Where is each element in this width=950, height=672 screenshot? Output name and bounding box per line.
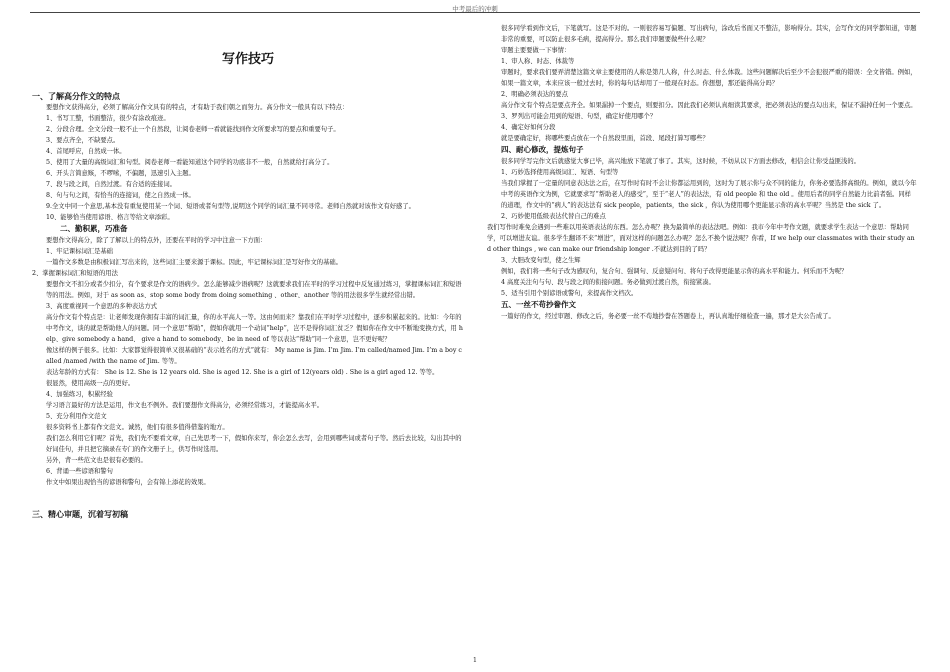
paragraph: 2、分段合理。全文分段一般不止一个自然段，让阅卷老师一看就能找到作文所要求写的要点和重要句子。 <box>46 126 340 133</box>
section-heading: 一、了解高分作文的特点 <box>32 91 120 101</box>
paragraph: 很多同学写完作文后就感觉大事已毕，高兴地放下笔就了事了。其实，这时候，不妨从以下方面去修改，相信会让你受益匪浅的。 <box>501 158 860 165</box>
paragraph: 4、确定好如何分段 <box>501 124 556 131</box>
paragraph: 一篇作文多数是由积极词汇写出来的，这些词汇主要来源于课标。因此，牢记课标词汇是写好作文的基础。 <box>46 259 342 266</box>
section-heading: 三、精心审题，沉着写初稿 <box>32 509 128 519</box>
paragraph: 像这样的例子很多。比如：大家都觉得很简单又很基础的“表示姓名的方式”就有： My name is Jim. I’m Jim. I’m called/named Jim. I’m a boy called /named /with the name of Jim. 等等。 <box>46 347 462 365</box>
paragraph: 5、使用了大量的高级词汇和句型。阅卷老师一看能知道这个同学的功底非不一般，自然就给打高分了。 <box>46 159 334 166</box>
paragraph: 审题主要要做一下事情： <box>501 47 571 54</box>
paragraph: 我们怎么利用它们呢？首先，我们先不要看文章，自己先思考一下，假如你来写，你会怎么去写，会用到哪些词或者句子等。然后去比较，勾出其中的好词佳句，并且把它摘录在专门的作文册子上，供写作时选用。 <box>46 435 462 453</box>
page-number: 1 <box>472 656 478 664</box>
paragraph: 2、掌握课标词汇和短语的用法 <box>32 270 118 277</box>
paragraph: 表达年龄的方式有： She is 12. She is 12 years old. She is aged 12. She is a girl of 12(years old) . She is a girl aged 12. 等等。 <box>46 369 439 376</box>
paragraph: 1、书写工整，书面整洁，很少有涂改痕迹。 <box>46 115 170 122</box>
paragraph: 3、高度重视同一个意思的多种表达方式 <box>46 303 158 310</box>
paragraph: 3、要点齐全，不缺要点。 <box>46 137 120 144</box>
paragraph: 我们写作时难免会遇到一些难以用英语表达的东西。怎么办呢？换为最简单的表达法吧。例如：我市今年中考作文题，就要求学生表达一个意思：帮助同学，可以增进友谊。很多学生翻译不来“增进”，面对这样的问题怎么办呢？怎么不换个说法呢？你看，If we help our classmates with their study and other things , we can make our friendship longer .不就达到目的了吗？ <box>487 224 915 253</box>
subsection-heading: 五、一丝不苟抄誊作文 <box>501 300 576 309</box>
paragraph: 10、能够恰当使用谚语、格言等给文章添彩。 <box>46 214 174 221</box>
paragraph: 学习语言最好的方法是运用，作文也不例外。我们要想作文得高分，必须经常练习，才能提高水平。 <box>46 402 324 409</box>
document-title: 写作技巧 <box>221 52 274 67</box>
paragraph: 2、明确必须表达的要点 <box>501 91 568 98</box>
left-column-body <box>32 90 464 520</box>
paragraph: 5、充分利用作文范文 <box>46 413 107 420</box>
right-column <box>487 23 917 322</box>
right-column-body <box>487 23 917 322</box>
paragraph: 高分作文有个特点是：让老师发现你拥有丰富的词汇量，你的水平高人一等。这由何而来？靠我们在平时学习过程中，逐步积累起来的。比如：今年的中考作文，谈的就是帮助他人的问题。同一个意思“帮助”，假如你就用一个动词“help”，岂不是得你词汇贫乏？假如你在作文中不断地变换方式，用 help、give somebody a hand、 give a hand to somebody、be in need of 等以表达“帮助”同一个意思，岂不更好呢？ <box>46 314 463 343</box>
paragraph: 很显然，使用高级一点的更好。 <box>46 380 135 387</box>
paragraph: 2、巧妙使用低级表达代替自己的难点 <box>501 213 606 220</box>
paragraph: 3、大胆改变句型，使之生辉 <box>501 257 581 264</box>
paragraph: 就是要确定好，将哪些要点放在一个自然段里面，首段、尾段打算写哪些？ <box>501 135 709 142</box>
paragraph: 4、加强练习，积累经验 <box>46 391 113 398</box>
paragraph: 另外，背一些范文也是很有必要的。 <box>46 457 147 464</box>
paragraph: 6、背诵一些谚语和警句 <box>46 468 113 475</box>
header-rule <box>30 12 920 13</box>
spacer <box>32 488 464 508</box>
paragraph: 3、罗列出可能会用到的短语、句型，确定好使用哪个？ <box>501 113 657 120</box>
paragraph: 当我们掌握了一定量的同意表达法之后，在写作时有时不会让你都运用到的，这时为了展示你与众不同的能力，你务必要选择高级的。例如，就以今年中考的英语作文为例，它就要求写“帮助老人的感受”，至于“老人”的表达法，有 old people 和 the old 。使用后者的同学自然能力比前者强。同样的道理，作文中的“病人”的表达法有 sick people，patients，the sick ，你认为使用哪个更能显示你的高水平呢？当然是 the sick 了。 <box>501 180 917 209</box>
paragraph: 4、首尾呼应，自然成一体。 <box>46 148 126 155</box>
paragraph: 审题时，要求我们要弄清楚这篇文章主要使用的人称是第几人称，什么时态、什么体裁。这些问题解决后至少不会犯很严重的错误：全文皆错。例如，如果一篇文章，本来应该一般过去时，你的每句话却用了一般现在时态。你想想，那还能得高分吗？ <box>501 69 917 87</box>
left-column <box>32 18 464 520</box>
paragraph: 一篇好的作文，经过审题、修改之后，务必要一丝不苟地抄誊在答题卷上，再认真地仔细检查一遍，那才是大公告成了。 <box>501 313 835 320</box>
paragraph: 很多同学看到作文后，下笔就写。这是不对的。一则很容易写偏题、写出病句，涂改后书面又不整洁，影响得分。其实，会写作文的同学都知道，审题非常的重要，可以防止很多毛病，提高得分。那么我们审题要做些什么呢？ <box>501 25 917 43</box>
paragraph: 要想作文获得高分，必须了解高分作文具有的特点，才有助于我们朝之而努力。高分作文一般具有以下特点： <box>46 104 349 111</box>
paragraph: 很多资料书上都有作文范文。诚然，他们有很多值得借鉴的地方。 <box>46 424 229 431</box>
subsection-heading: 二、勤积累，巧准备 <box>60 224 128 233</box>
paragraph: 1、审人称、时态、体裁等 <box>501 58 575 65</box>
paragraph: 高分作文有个特点是要点齐全。如果漏掉一个要点，则要扣分。因此我们必须认真细读其要求，把必须表达的要点勾出来，保证不漏掉任何一个要点。 <box>501 102 917 109</box>
paragraph: 8、句与句之间，有恰当的连接词，使之自然成一体。 <box>46 192 195 199</box>
paragraph: 7、段与段之间，自然过渡。有合适的连接词。 <box>46 181 176 188</box>
paragraph: 作文中如果出现恰当的谚语和警句，会有锦上添花的效果。 <box>46 479 210 486</box>
page-header-title: 中考最后的冲刺 <box>452 5 498 13</box>
paragraph: 1、巧妙选择使用高级词汇、短语、句型等 <box>501 169 619 176</box>
subsection-heading: 四、耐心修改，提炼句子 <box>501 145 584 154</box>
paragraph: 4 高度关注句与句、段与段之间的衔接问题。务必做到过渡自然，衔接紧凑。 <box>501 279 715 286</box>
paragraph: 要想作文得高分，除了了解以上的特点外，还要在平时的学习中注意一下方面： <box>46 237 267 244</box>
paragraph: 5、适当引用个别谚语或警句，来提高作文档次。 <box>501 290 638 297</box>
paragraph: 要想作文不扣分或者少扣分，有个要求是作文的语病少。怎么能够减少语病呢？这就要求我们在平时的学习过程中反复通过练习，掌握课标词汇和短语等的用法。例如，对于 as soon as、stop some body from doing something 、other、another 等的用法很多学生就经常出错。 <box>46 281 462 299</box>
paragraph: 9.全文中同一个意思,基本没有重复使用某一个词、短语或者句型等,说明这个同学的词汇量不同寻常。老师自然就对该作文有好感了。 <box>46 203 415 210</box>
paragraph: 6、开头言简意赅，不啰嗦，不偏题，迅速引入主题。 <box>46 170 195 177</box>
paragraph: 例如，我们将一些句子改为感叹句，复合句、强调句、反意疑问句、将句子改得更能显示你的高水平和能力。何乐而不为呢？ <box>501 268 848 275</box>
paragraph: 1、牢记课标词汇是基础 <box>46 248 113 255</box>
